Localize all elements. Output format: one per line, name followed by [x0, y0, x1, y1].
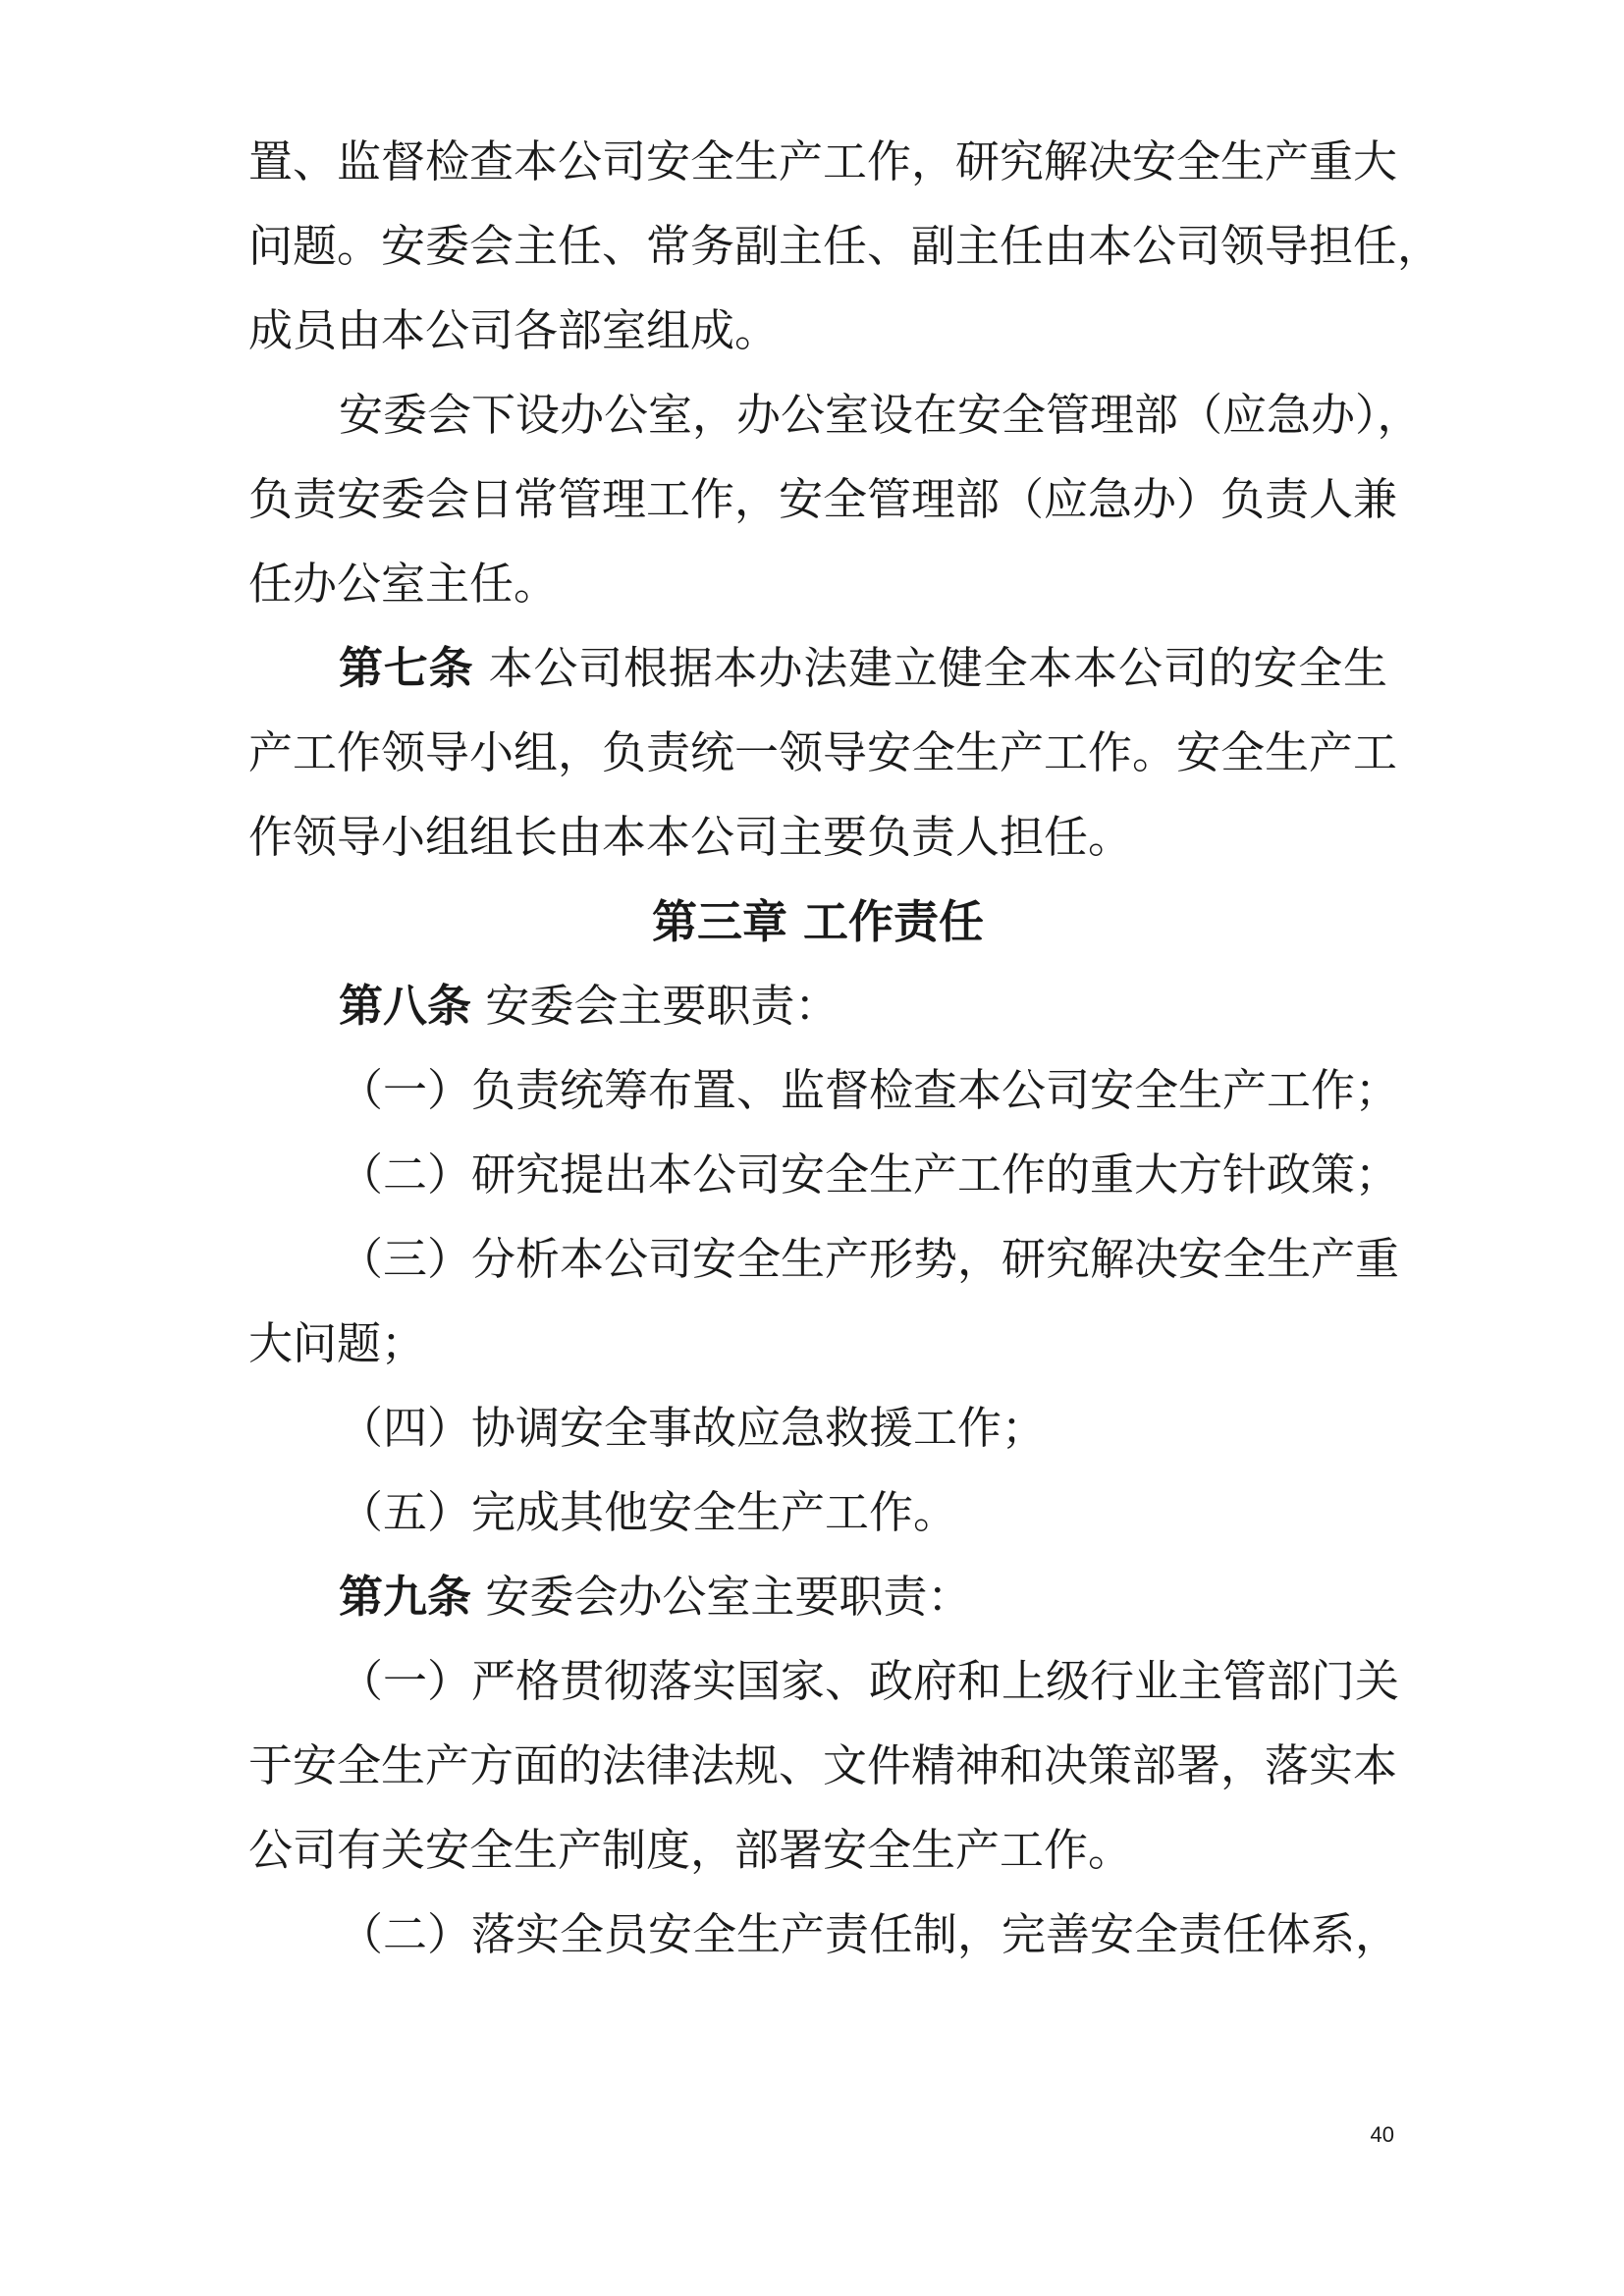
paragraph-line: 置、监督检查本公司安全生产工作，研究解决安全生产重大: [248, 135, 1398, 187]
paragraph-line: 成员由本公司各部室组成。: [248, 304, 780, 356]
article-text: 安委会办公室主要职责：: [485, 1571, 972, 1623]
paragraph-line: 产工作领导小组，负责统一领导安全生产工作。安全生产工: [248, 726, 1398, 778]
list-item-continuation: 大问题；: [248, 1317, 426, 1369]
paragraph-line: 任办公室主任。: [248, 558, 559, 610]
page-number: 40: [1370, 2122, 1394, 2147]
article-label: 第九条: [339, 1571, 472, 1623]
article-7-line: [339, 626, 1387, 711]
chapter-heading: 第三章 工作责任: [651, 895, 984, 948]
list-item: （一）负责统筹布置、监督检查本公司安全生产工作；: [339, 1064, 1400, 1116]
paragraph-line: 负责安委会日常管理工作，安全管理部（应急办）负责人兼: [248, 473, 1398, 525]
paragraph-line: 问题。安委会主任、常务副主任、副主任由本公司领导担任，: [248, 220, 1442, 272]
article-label: 第八条: [339, 980, 472, 1032]
list-item: （二）研究提出本公司安全生产工作的重大方针政策；: [339, 1148, 1400, 1201]
paragraph-line: 于安全生产方面的法律法规、文件精神和决策部署，落实本: [248, 1739, 1398, 1791]
list-item: （四）协调安全事故应急救援工作；: [339, 1402, 1047, 1454]
article-text: 安委会主要职责：: [485, 980, 839, 1032]
paragraph-line: 安委会下设办公室，办公室设在安全管理部（应急办），: [339, 389, 1422, 441]
article-9-line: [339, 1555, 1387, 1639]
list-item: （三）分析本公司安全生产形势，研究解决安全生产重: [339, 1233, 1400, 1285]
list-item: （二）落实全员安全生产责任制，完善安全责任体系，: [339, 1908, 1400, 1960]
article-8-line: [339, 964, 1387, 1048]
list-item: （五）完成其他安全生产工作。: [339, 1486, 958, 1538]
list-item: （一）严格贯彻落实国家、政府和上级行业主管部门关: [339, 1655, 1400, 1707]
article-text: 本公司根据本办法建立健全本本公司的安全生: [488, 642, 1387, 694]
paragraph-line: 公司有关安全生产制度，部署安全生产工作。: [248, 1824, 1133, 1876]
paragraph-line: 作领导小组组长由本本公司主要负责人担任。: [248, 811, 1133, 863]
article-label: 第七条: [339, 642, 474, 694]
